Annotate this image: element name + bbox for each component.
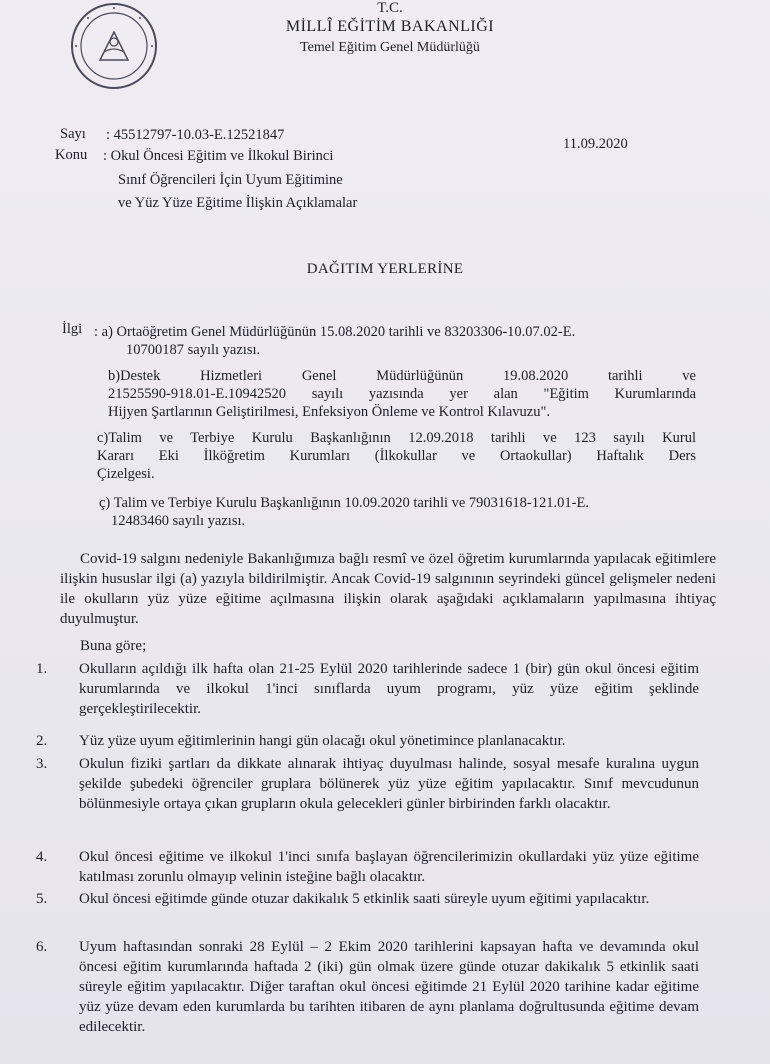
ref-d-line-1: ç) Talim ve Terbiye Kurulu Başkanlığının 10.09.2020 tarihli ve 79031618-121.01-E. (99, 495, 589, 511)
konu-label: Konu (55, 147, 88, 163)
ref-b-line-1: b)Destek Hizmetleri Genel Müdürlüğünün 19.08.2020 tarihli ve (108, 368, 696, 384)
document-title: DAĞITIM YERLERİNE (306, 261, 464, 277)
list-item-text: Yüz yüze uyum eğitimlerinin hangi gün olacağı okul yönetimince planlanacaktır. (79, 733, 566, 749)
ref-d-line-2: 12483460 sayılı yazısı. (111, 513, 246, 529)
ref-c-line-2: Kararı Eki İlköğretim Kurumları (İlkokullar ve Ortaokullar) Haftalık Ders (97, 448, 696, 464)
konu-line-2: Sınıf Öğrencileri İçin Uyum Eğitimine (118, 172, 343, 188)
list-item-text: Okul öncesi eğitimde günde otuzar dakikalık 5 etkinlik saati süreyle uyum eğitimi yapılacaktır. (79, 891, 650, 907)
ref-a-line-1: : a) Ortaöğretim Genel Müdürlüğünün 15.08.2020 tarihli ve 83203306-10.07.02-E. (94, 324, 576, 340)
list-item-text: Okulların açıldığı ilk hafta olan 21-25 Eylül 2020 tarihlerinde sadece 1 (bir) gün okul öncesi eğitim kurumlarında ve ilkokul 1'inci sınıflarda uyum programı, yüz yüze eğitim şeklinde gerçekleştirilecektir. (79, 661, 699, 717)
intro-paragraph: Covid-19 salgını nedeniyle Bakanlığımıza bağlı resmî ve özel öğretim kurumlarında yapılacak eğitimlere ilişkin hususlar ilgi (a) yazıyla bildirilmiştir. Ancak Covid-19 salgınının seyrindeki güncel gelişmeler nedeni ile okulların yüz yüze eğitime açılmasına ilişkin olarak aşağıdaki açıklamaların yapılmasına ihtiyaç duyulmuştur. (60, 551, 716, 627)
header-directorate: Temel Eğitim Genel Müdürlüğü (300, 40, 480, 55)
list-item-text: Okulun fiziki şartları da dikkate alınarak ihtiyaç duyulması halinde, sosyal mesafe kuralına uygun şekilde şubedeki öğrenciler gruplara bölünerek yüz yüze eğitim yapılacaktır. Sınıf mevcudunun bölünmesiyle ortaya çıkan grupların okula gelecekleri günler birbirinden farklı olacaktır. (79, 756, 699, 812)
document-date: 11.09.2020 (563, 136, 628, 152)
header-ministry: MİLLÎ EĞİTİM BAKANLIĞI (285, 18, 495, 35)
sayi-value: : 45512797-10.03-E.12521847 (106, 127, 285, 143)
list-item-number: 1. (36, 661, 48, 677)
ref-b-line-2: 21525590-918.01-E.10942520 sayılı yazısında yer alan "Eğitim Kurumlarında (108, 386, 696, 402)
konu-line-3: ve Yüz Yüze Eğitime İlişkin Açıklamalar (118, 195, 358, 211)
list-item-number: 6. (36, 939, 48, 955)
ref-b (108, 367, 696, 421)
ref-c-line-3: Çizelgesi. (97, 466, 155, 482)
list-item-text: Okul öncesi eğitime ve ilkokul 1'inci sınıfa başlayan öğrencilerimizin okullardaki yüz yüze eğitime katılması zorunlu olmayıp velinin isteğine bağlı olacaktır. (79, 849, 699, 885)
ref-c (97, 429, 696, 483)
ilgi-label: İlgi (62, 321, 83, 337)
ref-a-line-2: 10700187 sayılı yazısı. (126, 342, 261, 358)
buna-gore: Buna göre; (80, 638, 147, 654)
ministry-seal (70, 2, 158, 90)
list-item-number: 2. (36, 733, 48, 749)
list-item-number: 4. (36, 849, 48, 865)
list-item-number: 5. (36, 891, 48, 907)
sayi-label: Sayı (60, 126, 86, 142)
header-tc: T.C. (377, 0, 403, 16)
ref-d (99, 494, 696, 530)
ref-c-line-1: c)Talim ve Terbiye Kurulu Başkanlığının 12.09.2018 tarihli ve 123 sayılı Kurul (97, 430, 696, 446)
ref-b-line-3: Hijyen Şartlarının Geliştirilmesi, Enfeksiyon Önleme ve Kontrol Kılavuzu". (108, 404, 551, 420)
konu-line-1: : Okul Öncesi Eğitim ve İlkokul Birinci (103, 148, 334, 164)
ref-a (94, 323, 696, 359)
list-item-text: Uyum haftasından sonraki 28 Eylül – 2 Ekim 2020 tarihlerini kapsayan hafta ve devamında okul öncesi eğitim kurumlarında haftada 2 (iki) gün olmak üzere günde otuzar dakikalık 5 etkinlik saati süreyle eğitim yapılacaktır. Diğer taraftan okul öncesi eğitimde 21 Eylül 2020 tarihine kadar eğitime yüz yüze devam eden kurumlarda bu tarihten itibaren de aynı planlama doğrultusunda eğitime devam edilecektir. (79, 939, 699, 1035)
list-item-number: 3. (36, 756, 48, 772)
